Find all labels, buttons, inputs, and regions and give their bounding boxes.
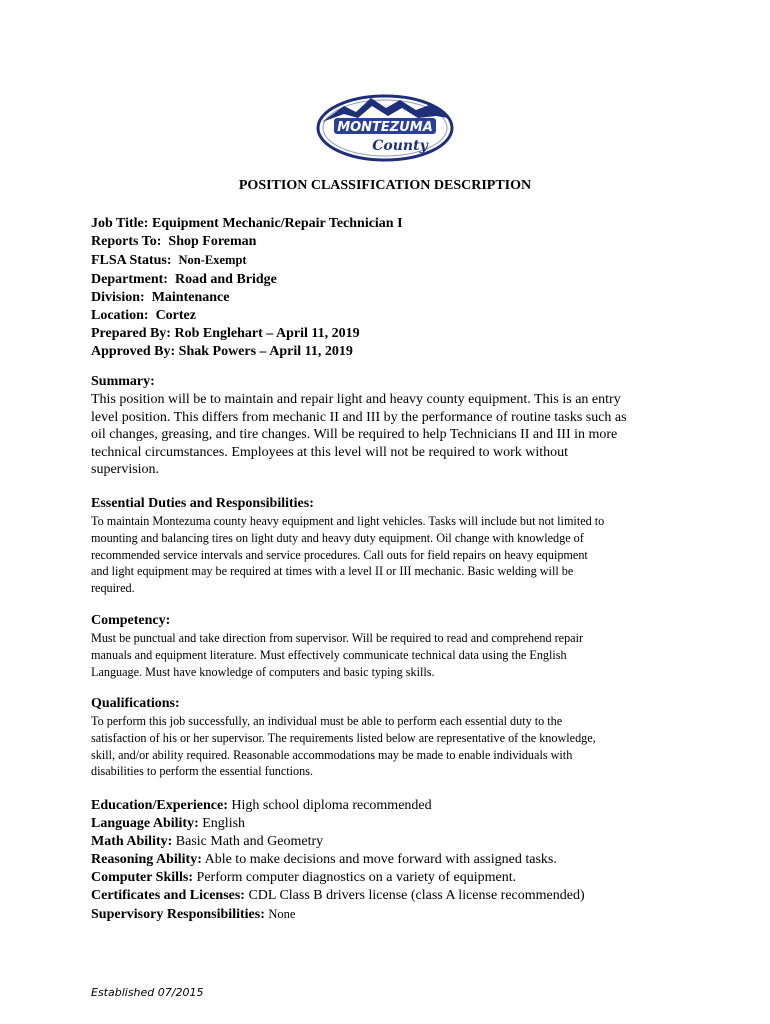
document-title: POSITION CLASSIFICATION DESCRIPTION <box>238 178 532 193</box>
reports-to-row <box>91 233 403 251</box>
reports-to-label: Reports To: <box>91 234 162 250</box>
requirements-list <box>91 797 585 924</box>
summary-line: technical circumstances. Employees at this level will not be required to work without <box>91 444 569 460</box>
reasoning-value: Able to make decisions and move forward with assigned tasks. <box>204 852 557 867</box>
summary-line: oil changes, greasing, and tire changes. Will be required to help Technicians II and III in more <box>91 427 618 443</box>
qualifications-text <box>91 713 691 780</box>
division-row <box>91 289 403 307</box>
summary-line: supervision. <box>91 462 160 478</box>
logo-text-script: County <box>372 138 428 154</box>
education-value: High school diploma recommended <box>231 798 432 813</box>
duties-heading: Essential Duties and Responsibilities: <box>91 496 314 511</box>
language-row <box>91 815 585 833</box>
certificates-row <box>91 887 585 905</box>
location-label: Location: <box>91 308 149 324</box>
flsa-status-row <box>91 251 403 270</box>
department-value: Road and Bridge <box>174 271 277 287</box>
summary-heading: Summary: <box>91 374 155 389</box>
location-row <box>91 307 403 325</box>
duties-line: required. <box>91 581 135 596</box>
duties-line: To maintain Montezuma county heavy equipment and light vehicles. Tasks will include but not limited to <box>91 514 605 528</box>
computer-skills-row <box>91 869 585 887</box>
county-logo <box>316 92 454 162</box>
reports-to-value: Shop Foreman <box>168 234 257 250</box>
summary-text <box>91 391 691 479</box>
duties-section <box>91 495 691 597</box>
job-title-value: Equipment Mechanic/Repair Technician I <box>151 216 403 231</box>
supervisory-value: None <box>268 907 296 921</box>
prepared-by-value: Rob Englehart – April 11, 2019 <box>174 326 360 342</box>
qualifications-heading: Qualifications: <box>91 696 180 711</box>
language-label: Language Ability: <box>91 816 199 831</box>
flsa-status-label: FLSA Status: <box>91 253 172 269</box>
math-row <box>91 833 585 851</box>
reasoning-row <box>91 851 585 869</box>
department-label: Department: <box>91 271 168 287</box>
computer-skills-value: Perform computer diagnostics on a variety of equipment. <box>196 870 517 885</box>
supervisory-row <box>91 905 585 924</box>
qualifications-line: satisfaction of his or her supervisor. The requirements listed below are representative of the knowledge, <box>91 730 596 745</box>
logo-text-main: MONTEZUMA <box>337 120 433 135</box>
certificates-label: Certificates and Licenses: <box>91 888 245 903</box>
competency-line: manuals and equipment literature. Must effectively communicate technical data using the English <box>91 647 567 662</box>
competency-heading: Competency: <box>91 613 171 628</box>
department-row <box>91 271 403 289</box>
language-value: English <box>202 816 246 831</box>
division-value: Maintenance <box>151 289 230 305</box>
county-logo-graphic <box>316 92 454 162</box>
competency-line: Language. Must have knowledge of computers and basic typing skills. <box>91 664 435 679</box>
summary-line: level position. This differs from mechanic II and III by the performance of routine tasks such as <box>91 409 627 425</box>
reasoning-label: Reasoning Ability: <box>91 852 202 867</box>
prepared-by-label: Prepared By: <box>91 326 171 342</box>
flsa-status-value: Non-Exempt <box>178 253 247 268</box>
division-label: Division: <box>91 289 145 305</box>
position-header <box>91 215 403 362</box>
math-value: Basic Math and Geometry <box>175 834 324 849</box>
education-label: Education/Experience: <box>91 798 228 813</box>
duties-line: mounting and balancing tires on light duty and heavy duty equipment. Oil change with knowledge of <box>91 530 584 545</box>
qualifications-line: disabilities to perform the essential functions. <box>91 764 314 779</box>
qualifications-line: skill, and/or ability required. Reasonable accommodations may be made to enable individuals with <box>91 747 573 762</box>
approved-by-label: Approved By: <box>91 344 176 360</box>
summary-line: This position will be to maintain and repair light and heavy county equipment. This is an entry <box>91 392 621 407</box>
location-value: Cortez <box>155 308 196 324</box>
prepared-by-row <box>91 325 403 343</box>
computer-skills-label: Computer Skills: <box>91 870 194 885</box>
competency-section <box>91 612 691 680</box>
job-title-label: Job Title: <box>91 216 149 231</box>
duties-line: recommended service intervals and service procedures. Call outs for field repairs on heavy equipment <box>91 547 588 562</box>
duties-line: and light equipment may be required at times with a level II or III mechanic. Basic welding will be <box>91 564 574 579</box>
competency-text <box>91 630 691 680</box>
competency-line: Must be punctual and take direction from supervisor. Will be required to read and comprehend repair <box>91 631 584 645</box>
duties-text <box>91 513 691 597</box>
approved-by-value: Shak Powers – April 11, 2019 <box>178 344 353 360</box>
qualifications-line: To perform this job successfully, an individual must be able to perform each essential duty to the <box>91 714 563 728</box>
established-footer: Established 07/2015 <box>91 986 204 999</box>
supervisory-label: Supervisory Responsibilities: <box>91 907 265 922</box>
approved-by-row <box>91 343 403 361</box>
education-row <box>91 797 585 815</box>
job-title-row <box>91 215 403 233</box>
summary-section <box>91 373 691 479</box>
qualifications-section <box>91 695 691 780</box>
math-label: Math Ability: <box>91 834 173 849</box>
certificates-value: CDL Class B drivers license (class A license recommended) <box>248 888 585 903</box>
